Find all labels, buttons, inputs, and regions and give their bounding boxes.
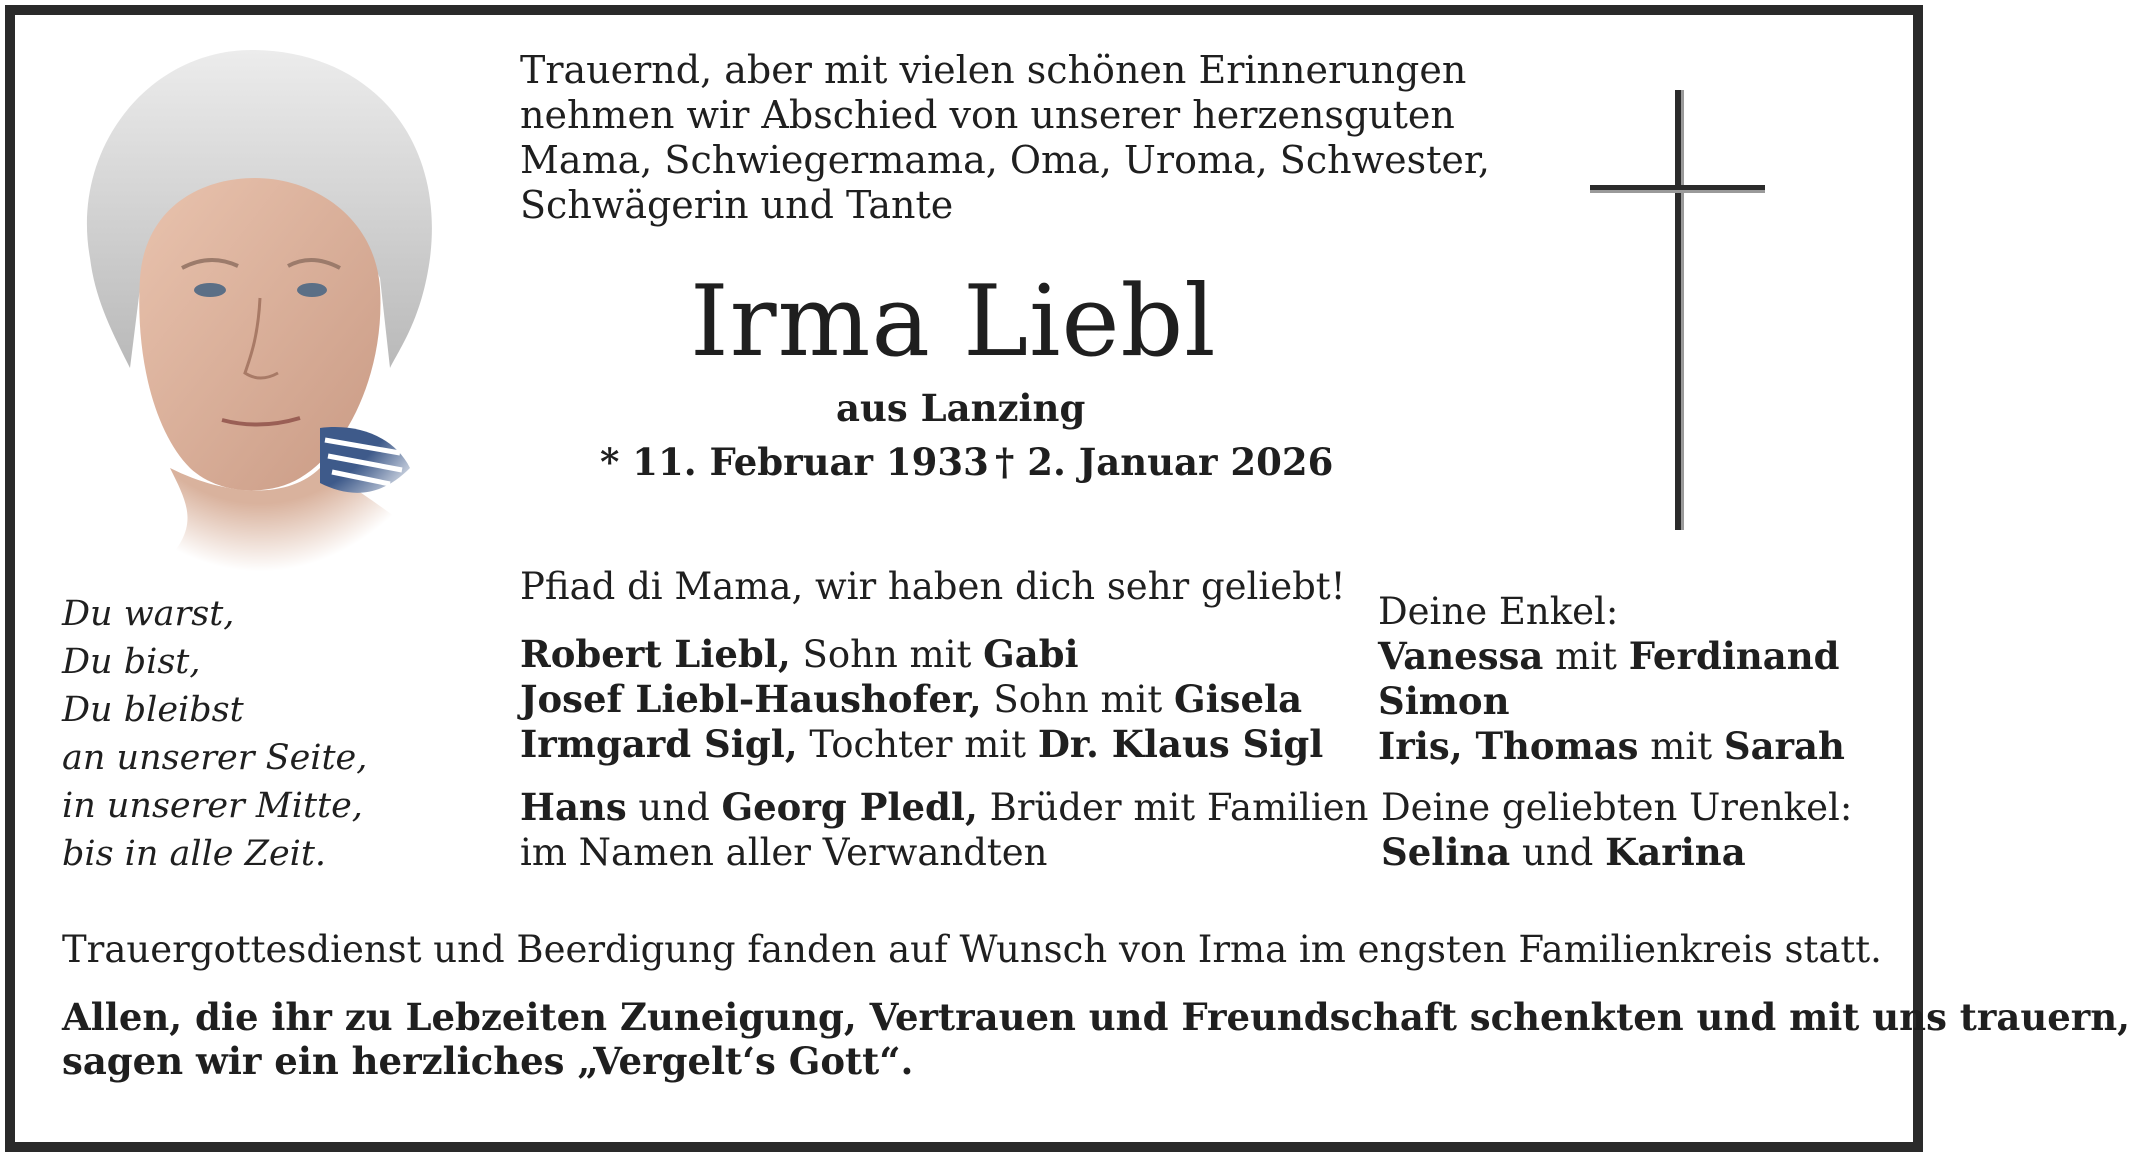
grandchild-partner: Sarah	[1723, 724, 1845, 768]
intro-line: Schwägerin und Tante	[520, 183, 954, 227]
thanks-text	[62, 995, 2130, 1083]
poem-line: Du warst,	[62, 594, 235, 634]
mourner-relation: Sohn mit	[981, 678, 1174, 721]
mourner-row	[520, 677, 1323, 722]
grandchildren-heading: Deine Enkel:	[1378, 590, 1619, 633]
mourner-partner: Gisela	[1174, 677, 1303, 721]
great-grandchild-name: Selina	[1381, 830, 1511, 874]
sibling-name: Georg Pledl,	[721, 785, 978, 829]
mourner-row	[520, 722, 1323, 767]
siblings-rest: Brüder mit Familien	[977, 786, 1369, 829]
grandchild-name: Vanessa	[1378, 634, 1544, 678]
mourner-name: Robert Liebl,	[520, 632, 791, 676]
poem-line: an unserer Seite,	[62, 738, 368, 778]
grandchildren-row	[1378, 634, 1845, 679]
deceased-name: Irma Liebl	[690, 265, 1217, 379]
death-date: † 2. Januar 2026	[995, 440, 1334, 484]
grandchildren-block	[1378, 590, 1845, 769]
grandchildren-row	[1378, 724, 1845, 769]
grandchild-name: Iris, Thomas	[1378, 724, 1639, 768]
mourner-relation: Tochter mit	[797, 723, 1038, 766]
mourners-list	[520, 632, 1323, 767]
poem-line: Du bist,	[62, 642, 201, 682]
poem	[62, 590, 367, 878]
mourner-row	[520, 632, 1323, 677]
grandchild-name: Simon	[1378, 679, 1510, 723]
siblings-row	[520, 785, 1368, 830]
intro-text	[520, 48, 1490, 228]
mourner-partner: Gabi	[983, 632, 1079, 676]
intro-line: Mama, Schwiegermama, Oma, Uroma, Schwester,	[520, 138, 1490, 182]
great-grandchildren-joiner: und	[1510, 831, 1606, 874]
grandchild-partner: Ferdinand	[1628, 634, 1840, 678]
siblings-joiner: und	[626, 786, 722, 829]
cross-icon	[1585, 85, 1765, 535]
sibling-name: Hans	[520, 785, 627, 829]
mourner-relation: Sohn mit	[790, 633, 984, 676]
thanks-line: sagen wir ein herzliches „Vergelt‘s Gott“.	[62, 1039, 914, 1083]
farewell-text: Pfiad di Mama, wir haben dich sehr geliebt!	[520, 565, 1346, 608]
poem-line: in unserer Mitte,	[62, 786, 363, 826]
birth-date: * 11. Februar 1933	[600, 440, 989, 484]
portrait-photo	[50, 28, 470, 588]
relatives-line: im Namen aller Verwandten	[520, 831, 1048, 874]
great-grandchildren-heading: Deine geliebten Urenkel:	[1381, 786, 1853, 829]
service-notice: Trauergottesdienst und Beerdigung fanden auf Wunsch von Irma im engsten Familienkreis statt.	[62, 928, 1882, 971]
mourner-name: Irmgard Sigl,	[520, 722, 798, 766]
grandchildren-joiner: mit	[1543, 635, 1629, 678]
grandchildren-joiner: mit	[1638, 725, 1724, 768]
great-grandchildren-block	[1381, 785, 1852, 875]
mourner-name: Josef Liebl-Haushofer,	[520, 677, 982, 721]
thanks-line: Allen, die ihr zu Lebzeiten Zuneigung, Vertrauen und Freundschaft schenkten und mit uns trauern,	[62, 995, 2130, 1039]
mourner-partner: Dr. Klaus Sigl	[1037, 722, 1324, 766]
grandchildren-row	[1378, 679, 1845, 724]
poem-line: bis in alle Zeit.	[62, 834, 327, 874]
intro-line: nehmen wir Abschied von unserer herzensguten	[520, 93, 1455, 137]
intro-line: Trauernd, aber mit vielen schönen Erinnerungen	[520, 48, 1467, 92]
great-grandchildren-row	[1381, 830, 1852, 875]
great-grandchild-name: Karina	[1605, 830, 1746, 874]
poem-line: Du bleibst	[62, 690, 244, 730]
deceased-origin: aus Lanzing	[836, 386, 1086, 430]
siblings-block	[520, 785, 1368, 875]
